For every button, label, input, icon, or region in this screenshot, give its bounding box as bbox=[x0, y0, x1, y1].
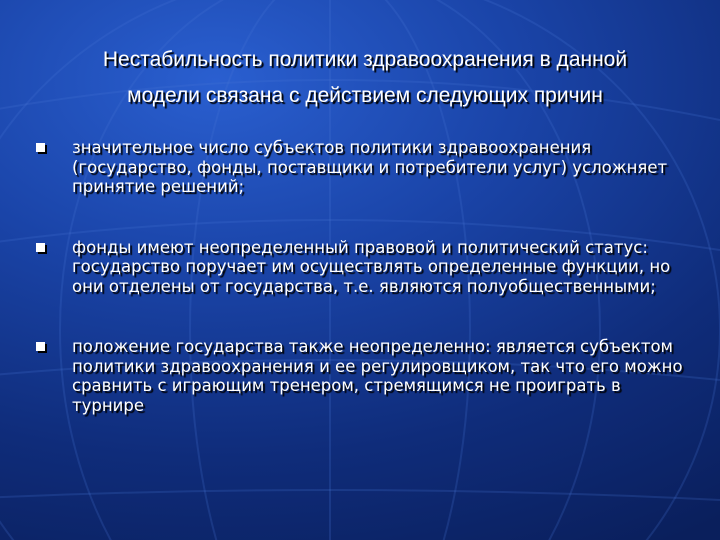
bullet-text: положение государства также неопределенно: является субъектом политики здравоохранения и ее регулировщиком, так что его можно сравнить с играющим тренером, стремящимся не проиграть в турнире bbox=[72, 337, 683, 415]
bullet-text: значительное число субъектов политики здравоохранения (государство, фонды, поставщики и потребители услуг) усложняет принятие решений; bbox=[72, 138, 668, 196]
square-bullet-icon bbox=[36, 143, 45, 152]
bullet-item bbox=[36, 238, 686, 297]
bullet-item bbox=[36, 337, 686, 415]
slide-title-line-1: Нестабильность политики здравоохранения в данной bbox=[102, 48, 628, 71]
bullet-text: фонды имеют неопределенный правовой и политический статус: государство поручает им осуществлять определенные функции, но они отделены от государства, т.е. являются полуобщественными; bbox=[72, 237, 671, 296]
bullet-list bbox=[36, 138, 686, 456]
bullet-item bbox=[36, 138, 686, 197]
square-bullet-icon bbox=[36, 243, 45, 252]
slide-title bbox=[40, 42, 690, 114]
square-bullet-icon bbox=[36, 342, 45, 351]
slide-title-line-2: модели связана с действием следующих причин bbox=[127, 84, 603, 107]
